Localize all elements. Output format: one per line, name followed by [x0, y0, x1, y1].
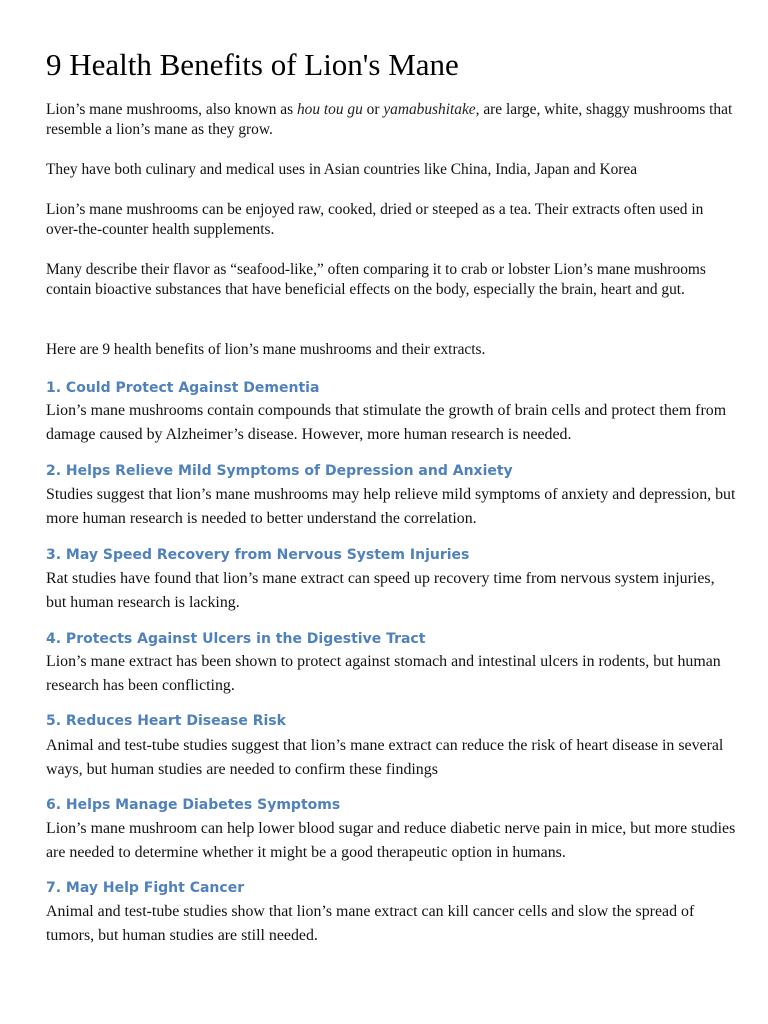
section-body-6: Lion’s mane mushroom can help lower blood sugar and reduce diabetic nerve pain in mice, but more studies are needed to determine whether it might be a good therapeutic option in humans.	[46, 820, 736, 861]
section-body-1: Lion’s mane mushrooms contain compounds that stimulate the growth of brain cells and protect them from damage caused by Alzheimer’s disease. However, more human research is needed.	[46, 402, 727, 443]
page-title: 9 Health Benefits of Lion's Mane	[46, 47, 459, 82]
intro-paragraph-3: Lion’s mane mushrooms can be enjoyed raw, cooked, dried or steeped as a tea. Their extracts often used in over-the-counter health supplements.	[46, 201, 704, 238]
intro-paragraph-4: Many describe their flavor as “seafood-like,” often comparing it to crab or lobster Lion’s mane mushrooms contain bioactive substances that have beneficial effects on the body, especially the brain, heart and gut.	[46, 261, 706, 298]
italic-term: yamabushitake	[383, 101, 476, 118]
section-heading-2: 2. Helps Relieve Mild Symptoms of Depression and Anxiety	[46, 463, 513, 479]
section-heading-7: 7. May Help Fight Cancer	[46, 880, 245, 896]
section-heading-1: 1. Could Protect Against Dementia	[46, 380, 320, 396]
section-body-7: Animal and test-tube studies show that lion’s mane extract can kill cancer cells and slow the spread of tumors, but human studies are still needed.	[46, 903, 695, 944]
section-heading-4: 4. Protects Against Ulcers in the Digestive Tract	[46, 631, 426, 647]
section-body-2: Studies suggest that lion’s mane mushrooms may help relieve mild symptoms of anxiety and depression, but more human research is needed to better understand the correlation.	[46, 486, 736, 527]
section-body-5: Animal and test-tube studies suggest that lion’s mane extract can reduce the risk of heart disease in several ways, but human studies are needed to confirm these findings	[46, 737, 724, 778]
intro-paragraph-2: They have both culinary and medical uses in Asian countries like China, India, Japan and Korea	[46, 161, 638, 178]
intro-paragraph-1	[46, 100, 736, 140]
intro-text: Lion’s mane mushrooms, also known as	[46, 101, 297, 118]
intro-text: , are large, white, shaggy mushrooms that resemble a lion’s mane as they grow.	[46, 101, 733, 138]
section-body-4: Lion’s mane extract has been shown to protect against stomach and intestinal ulcers in rodents, but human research has been conflicting.	[46, 653, 721, 694]
section-heading-5: 5. Reduces Heart Disease Risk	[46, 713, 286, 729]
intro-text: or	[362, 101, 384, 118]
section-heading-6: 6. Helps Manage Diabetes Symptoms	[46, 797, 341, 813]
intro-paragraph-5: Here are 9 health benefits of lion’s mane mushrooms and their extracts.	[46, 341, 486, 358]
section-body-3: Rat studies have found that lion’s mane extract can speed up recovery time from nervous system injuries, but human research is lacking.	[46, 570, 715, 611]
italic-term: hou tou gu	[296, 101, 363, 118]
section-heading-3: 3. May Speed Recovery from Nervous System Injuries	[46, 547, 470, 563]
